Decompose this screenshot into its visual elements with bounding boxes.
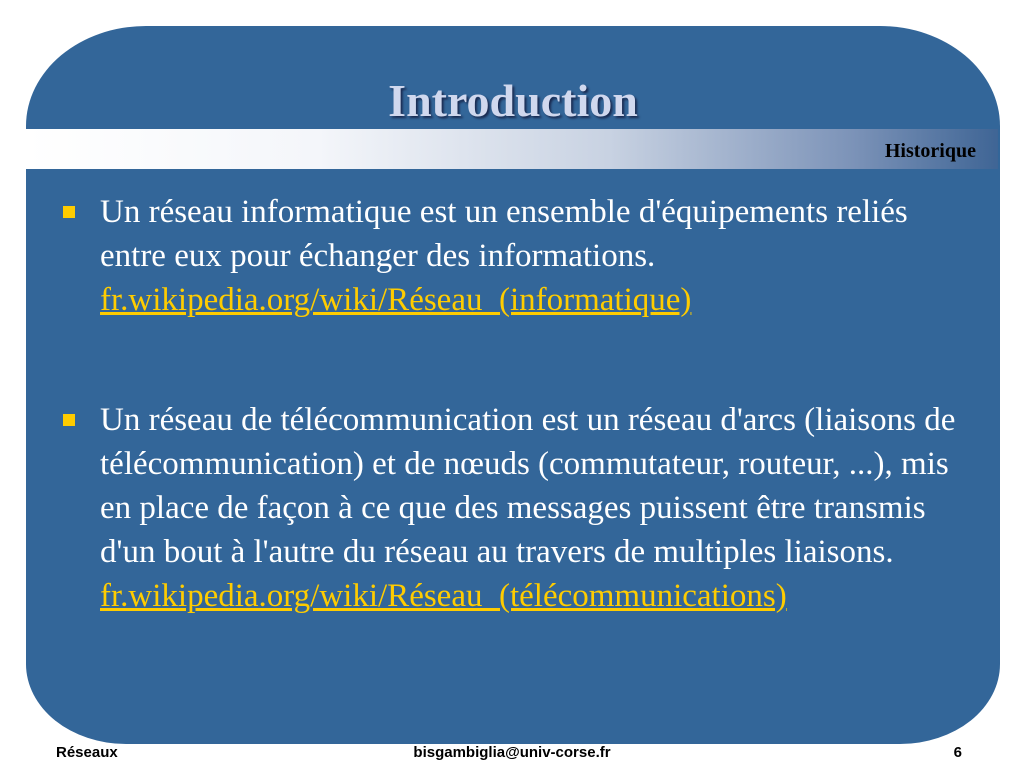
bullet-item <box>100 190 970 322</box>
wikipedia-link-informatique[interactable]: fr.wikipedia.org/wiki/Réseau_(informatique) <box>100 282 692 318</box>
footer-left: Réseaux <box>56 744 118 761</box>
bullet-text: Un réseau informatique est un ensemble d'équipements reliés entre eux pour échanger des informations. <box>100 194 908 274</box>
bullet-square-icon <box>63 414 75 426</box>
slide-title: Introduction <box>388 75 638 126</box>
bullet-item <box>100 398 970 618</box>
section-band <box>26 129 998 169</box>
section-label: Historique <box>884 140 976 162</box>
page-number: 6 <box>953 744 962 761</box>
bullet-text: Un réseau de télécommunication est un réseau d'arcs (liaisons de télécommunication) et de nœuds (commutateur, routeur, ...), mis en place de façon à ce que des messages puissent être transmis d'un bout à l'autre du réseau au travers de multiples liaisons. <box>100 402 956 570</box>
footer-email: bisgambiglia@univ-corse.fr <box>413 744 611 761</box>
wikipedia-link-telecommunications[interactable]: fr.wikipedia.org/wiki/Réseau_(télécommunications) <box>100 578 787 614</box>
bullet-square-icon <box>63 206 75 218</box>
